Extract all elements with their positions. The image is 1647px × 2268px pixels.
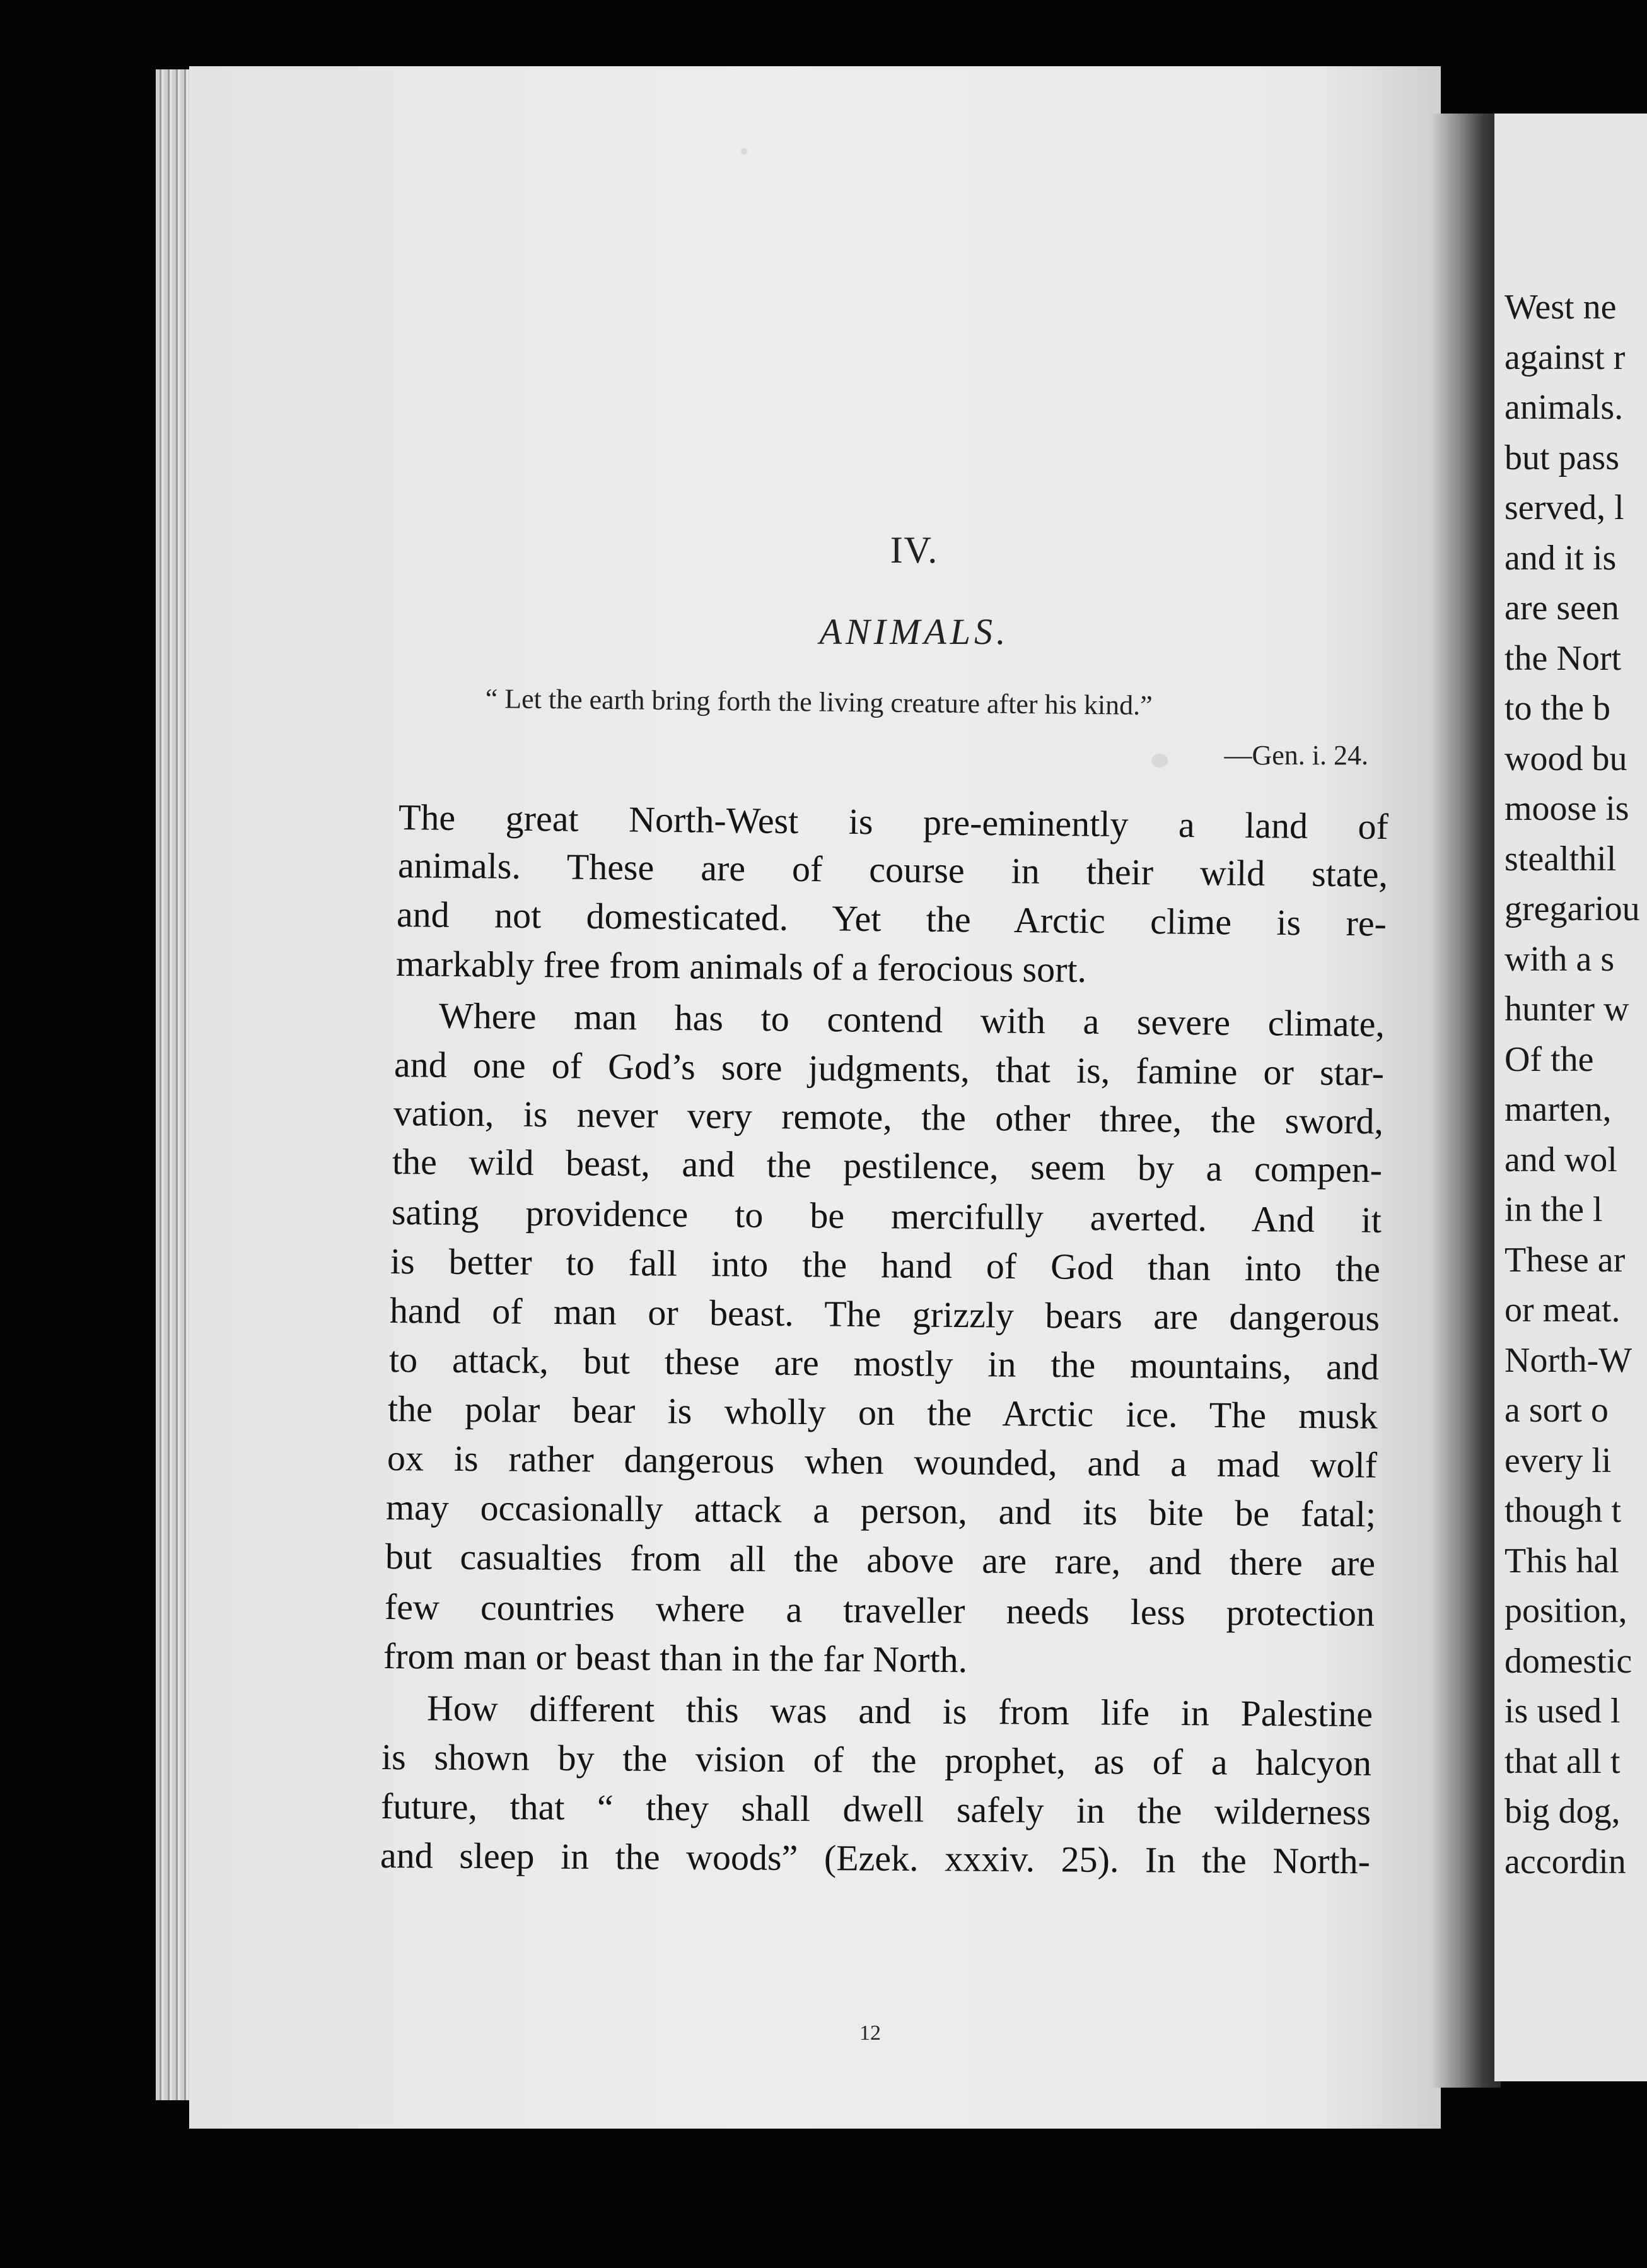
epigraph: “ Let the earth bring forth the living creature after his kind.” [485,683,1153,722]
body-line: to attack, but these are mostly in the mountains, and [388,1339,1379,1388]
right-page-line: animals. [1504,388,1624,427]
body-line: the wild beast, and the pestilence, seem by a compen- [392,1141,1383,1191]
right-page-line: wood bu [1504,739,1627,778]
body-line: vation, is never very remote, the other three, the sword, [393,1092,1383,1142]
right-page-line: stealthil [1504,839,1617,879]
right-page-line: though t [1504,1491,1622,1530]
right-page-line: big dog, [1504,1792,1621,1831]
body-line: but casualties from all the above are rare, and there are [385,1536,1376,1584]
dust-speck [741,148,747,155]
body-line: ox is rather dangerous when wounded, and a mad wolf [387,1437,1377,1486]
body-line: and one of God’s sore judgments, that is, famine or star- [393,1044,1385,1094]
right-page-line: West ne [1504,288,1617,327]
body-line: and not domesticated. Yet the Arctic clime is re- [396,894,1387,944]
right-page-line: served, l [1504,488,1624,527]
dust-speck [1151,754,1168,768]
body-line: from man or beast than in the far North. [383,1635,968,1681]
body-line: Where man has to contend with a severe climate, [439,995,1385,1044]
body-line: the polar bear is wholly on the Arctic ice. The musk [387,1388,1378,1437]
right-page-line: North-W [1504,1340,1632,1380]
right-page-line: hunter w [1504,990,1629,1029]
body-line: hand of man or beast. The grizzly bears are dangerous [389,1290,1380,1339]
body-line: is shown by the vision of the prophet, as of a halcyon [381,1736,1372,1784]
body-line: future, that “ they shall dwell safely in the wilderness [380,1786,1371,1833]
right-page-line: the Nort [1504,638,1622,678]
right-page-line: but pass [1504,438,1619,477]
book-gutter [1431,114,1501,2088]
right-page-line: and it is [1504,538,1617,578]
right-page-line: and wol [1504,1140,1617,1179]
body-line: animals. These are of course in their wild state, [397,845,1388,895]
right-page-line: that all t [1504,1741,1621,1781]
right-page [1494,114,1647,2081]
right-page-line: moose is [1504,789,1629,828]
right-page-line: with a s [1504,939,1615,979]
body-line: and sleep in the woods” (Ezek. xxxiv. 25). In the North- [380,1835,1370,1882]
body-line: markably free from animals of a ferocious sort. [395,943,1087,990]
right-page-line: against r [1504,337,1626,377]
right-page-line: This hal [1504,1541,1619,1581]
body-line: The great North-West is pre-eminently a land of [398,797,1389,848]
right-page-line: gregariou [1504,889,1640,928]
body-line: sating providence to be mercifully averted. And it [391,1191,1382,1241]
chapter-title: ANIMALS. [819,611,1010,652]
right-page-line: Of the [1504,1039,1594,1079]
body-line: may occasionally attack a person, and its bite be fatal; [386,1487,1376,1535]
page-number: 12 [859,2021,881,2045]
body-line: is better to fall into the hand of God than into the [390,1241,1381,1290]
right-page-line: These ar [1504,1240,1626,1280]
right-page-line: position, [1504,1591,1627,1630]
right-page-line: to the b [1504,689,1610,728]
right-page-line: marten, [1504,1090,1612,1129]
chapter-number: IV. [890,529,939,571]
right-page-line: or meat. [1504,1290,1621,1330]
right-page-line: are seen [1504,588,1619,628]
epigraph-attribution: —Gen. i. 24. [1224,740,1368,771]
right-page-line: in the l [1504,1190,1603,1229]
right-page-line: a sort o [1504,1391,1609,1430]
right-page-line: accordin [1504,1842,1626,1881]
right-page-line: is used l [1504,1692,1621,1731]
right-page-line: domestic [1504,1641,1632,1681]
body-line: How different this was and is from life in Palestine [426,1687,1373,1735]
body-line: few countries where a traveller needs less protection [384,1586,1375,1634]
right-page-line: every li [1504,1441,1612,1480]
